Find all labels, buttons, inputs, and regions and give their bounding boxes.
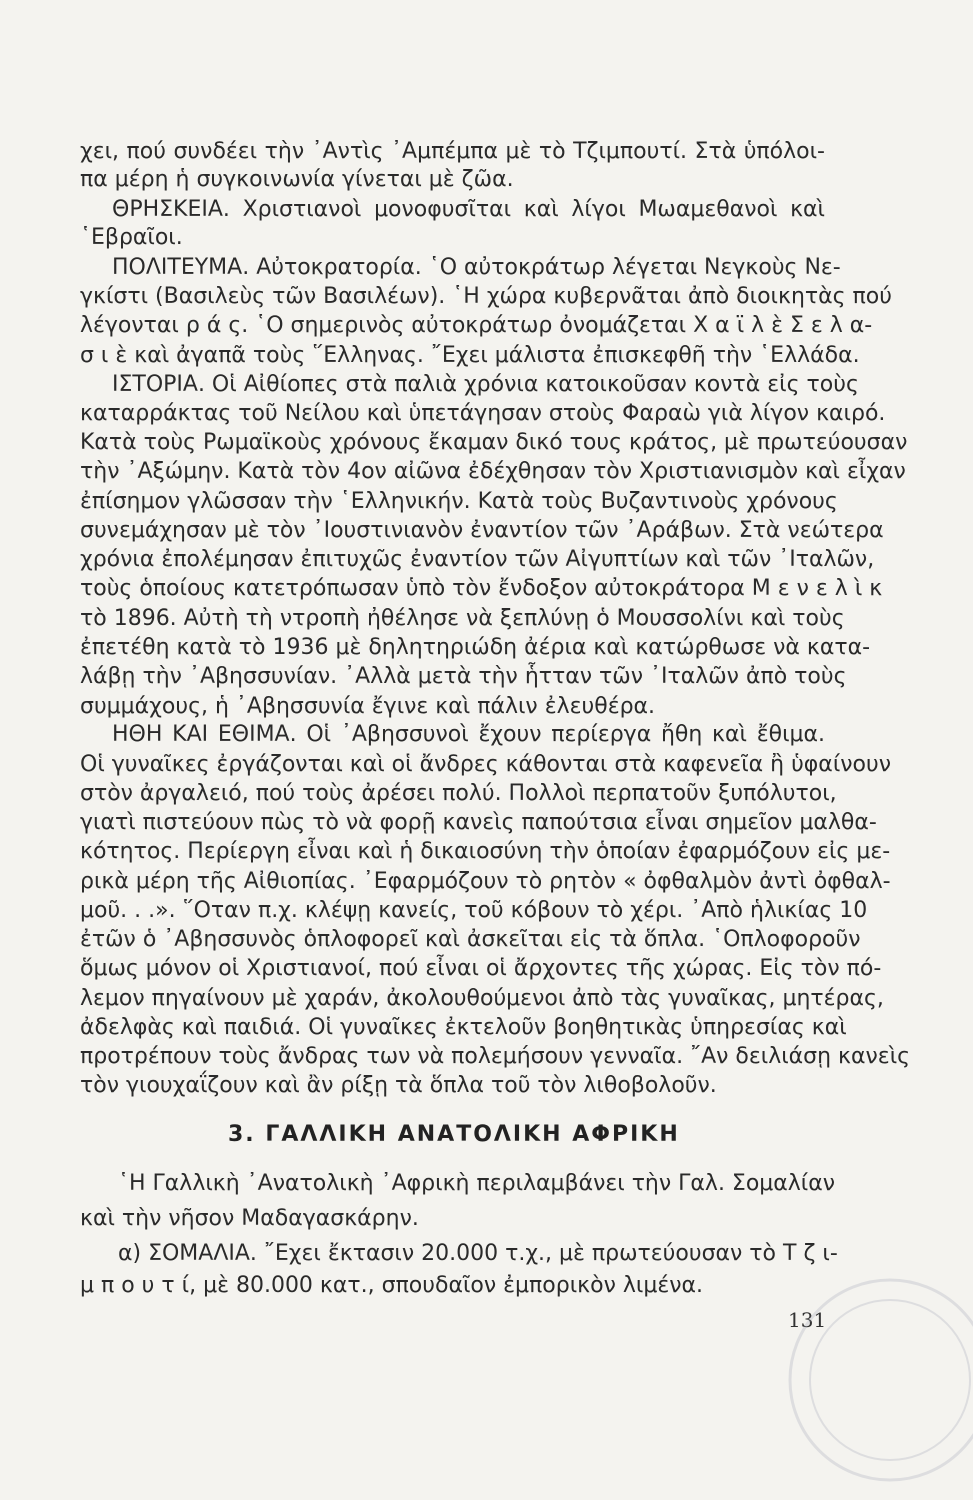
text-line: τοὺς ὁποίους κατετρόπωσαν ὑπὸ τὸν ἔνδοξον αὐτοκράτορα Μ ε ν ε λ ὶ κ (80, 576, 883, 601)
page-number: 131 (788, 1308, 827, 1332)
text-line: ἐπετέθη κατὰ τὸ 1936 μὲ δηλητηριώδη ἀέρια καὶ κατώρθωσε νὰ κατα- (80, 635, 871, 660)
section-text-line: μ π ο υ τ ί, μὲ 80.000 κατ., σπουδαῖον ἐμπορικὸν λιμένα. (80, 1273, 703, 1298)
text-line: ἐπίσημον γλῶσσαν τὴν ῾Ελληνικήν. Κατὰ τοὺς Βυζαντινοὺς χρόνους (80, 489, 838, 514)
section-heading: 3. ΓΑΛΛΙΚΗ ΑΝΑΤΟΛΙΚΗ ΑΦΡΙΚΗ (228, 1122, 680, 1147)
text-line: λέγονται ρ ά ς. ῾Ο σημερινὸς αὐτοκράτωρ ὀνομάζεται Χ α ϊ λ ὲ Σ ε λ α- (80, 313, 873, 338)
text-line: ῾Εβραῖοι. (80, 225, 183, 250)
text-line: λεμον πηγαίνουν μὲ χαράν, ἀκολουθούμενοι ἀπὸ τὰς γυναῖκας, μητέρας, (80, 986, 884, 1011)
text-line: ἐτῶν ὁ ᾿Αβησσυνὸς ὁπλοφορεῖ καὶ ἀσκεῖται εἰς τὰ ὅπλα. ῾Οπλοφοροῦν (80, 927, 861, 952)
text-line: ΘΡΗΣΚΕΙΑ. Χριστιανοὶ μονοφυσῖται καὶ λίγοι Μωαμεθανοὶ καὶ (112, 197, 825, 222)
text-line: ρικὰ μέρη τῆς Αἰθιοπίας. ᾿Εφαρμόζουν τὸ ρητὸν « ὀφθαλμὸν ἀντὶ ὀφθαλ- (80, 869, 891, 894)
text-line: τὴν ᾿Αξώμην. Κατὰ τὸν 4ον αἰῶνα ἐδέχθησαν τὸν Χριστιανισμὸν καὶ εἶχαν (80, 459, 906, 484)
text-line: πα μέρη ἡ συγκοινωνία γίνεται μὲ ζῶα. (80, 167, 514, 192)
text-line: σ ι ὲ καὶ ἀγαπᾶ τοὺς ῞Ελληνας. ῎Εχει μάλιστα ἐπισκεφθῆ τὴν ῾Ελλάδα. (80, 343, 860, 368)
text-line: ἀδελφὰς καὶ παιδιά. Οἱ γυναῖκες ἐκτελοῦν βοηθητικὰς ὑπηρεσίας καὶ (80, 1015, 847, 1040)
text-line: Κατὰ τοὺς Ρωμαϊκοὺς χρόνους ἔκαμαν δικό τους κράτος, μὲ πρωτεύουσαν (80, 430, 908, 455)
text-line: χρόνια ἐπολέμησαν ἐπιτυχῶς ἐναντίον τῶν Αἰγυπτίων καὶ τῶν ᾿Ιταλῶν, (80, 547, 875, 572)
text-line: μοῦ. . .». ῞Οταν π.χ. κλέψῃ κανείς, τοῦ κόβουν τὸ χέρι. ᾿Απὸ ἡλικίας 10 (80, 898, 868, 923)
text-line: κότητος. Περίεργη εἶναι καὶ ἡ δικαιοσύνη τὴν ὁποίαν ἐφαρμόζουν εἰς με- (80, 839, 891, 864)
text-line: γιατὶ πιστεύουν πὼς τὸ νὰ φορῇ κανεὶς παπούτσια εἶναι σημεῖον μαλθα- (80, 810, 877, 835)
text-line: Οἱ γυναῖκες ἐργάζονται καὶ οἱ ἄνδρες κάθονται στὰ καφενεῖα ἢ ὑφαίνουν (80, 752, 892, 777)
section-text-line: α) ΣΟΜΑΛΙΑ. ῎Εχει ἔκτασιν 20.000 τ.χ., μὲ πρωτεύουσαν τὸ Τ ζ ι- (118, 1241, 838, 1266)
text-line: χει, πού συνδέει τὴν ᾿Αντὶς ᾿Αμπέμπα μὲ τὸ Τζιμπουτί. Στὰ ὑπόλοι- (80, 139, 825, 164)
text-line: συμμάχους, ἡ ᾿Αβησσυνία ἔγινε καὶ πάλιν ἐλευθέρα. (80, 694, 656, 719)
text-line: ΙΣΤΟΡΙΑ. Οἱ Αἰθίοπες στὰ παλιὰ χρόνια κατοικοῦσαν κοντὰ εἰς τοὺς (112, 372, 859, 397)
text-line: γκίστι (Βασιλεὺς τῶν Βασιλέων). ῾Η χώρα κυβερνᾶται ἀπὸ διοικητὰς πού (80, 284, 892, 309)
text-line: τὸν γιουχαΐζουν καὶ ἂν ρίξῃ τὰ ὅπλα τοῦ τὸν λιθοβολοῦν. (80, 1073, 717, 1098)
text-line: τὸ 1896. Αὐτὴ τὴ ντροπὴ ἠθέλησε νὰ ξεπλύνῃ ὁ Μουσσολίνι καὶ τοὺς (80, 606, 845, 631)
text-line: προτρέπουν τοὺς ἄνδρας των νὰ πολεμήσουν γενναῖα. ῎Αν δειλιάσῃ κανεὶς (80, 1044, 911, 1069)
text-line: λάβῃ τὴν ᾿Αβησσυνίαν. ᾿Αλλὰ μετὰ τὴν ἧτταν τῶν ᾿Ιταλῶν ἀπὸ τοὺς (80, 664, 847, 689)
text-line: συνεμάχησαν μὲ τὸν ᾿Ιουστινιανὸν ἐναντίον τῶν ᾿Αράβων. Στὰ νεώτερα (80, 518, 884, 543)
text-line: καταρράκτας τοῦ Νείλου καὶ ὑπετάγησαν στοὺς Φαραὼ γιὰ λίγον καιρό. (80, 401, 886, 426)
library-stamp-icon (780, 1270, 973, 1490)
text-line: ὅμως μόνον οἱ Χριστιανοί, πού εἶναι οἱ ἄρχοντες τῆς χώρας. Εἰς τὸν πό- (80, 956, 882, 981)
text-line: στὸν ἀργαλειό, πού τοὺς ἀρέσει πολύ. Πολλοὶ περπατοῦν ξυπόλυτοι, (80, 781, 837, 806)
text-line: ΠΟΛΙΤΕΥΜΑ. Αὐτοκρατορία. ῾Ο αὐτοκράτωρ λέγεται Νεγκοὺς Νε- (112, 255, 841, 280)
section-text-line: καὶ τὴν νῆσον Μαδαγασκάρην. (80, 1206, 419, 1231)
section-text-line: ῾Η Γαλλικὴ ᾿Ανατολικὴ ᾿Αφρικὴ περιλαμβάνει τὴν Γαλ. Σομαλίαν (118, 1171, 836, 1196)
text-line: ΗΘΗ ΚΑΙ ΕΘΙΜΑ. Οἱ ᾿Αβησσυνοὶ ἔχουν περίεργα ἤθη καὶ ἔθιμα. (112, 722, 825, 747)
